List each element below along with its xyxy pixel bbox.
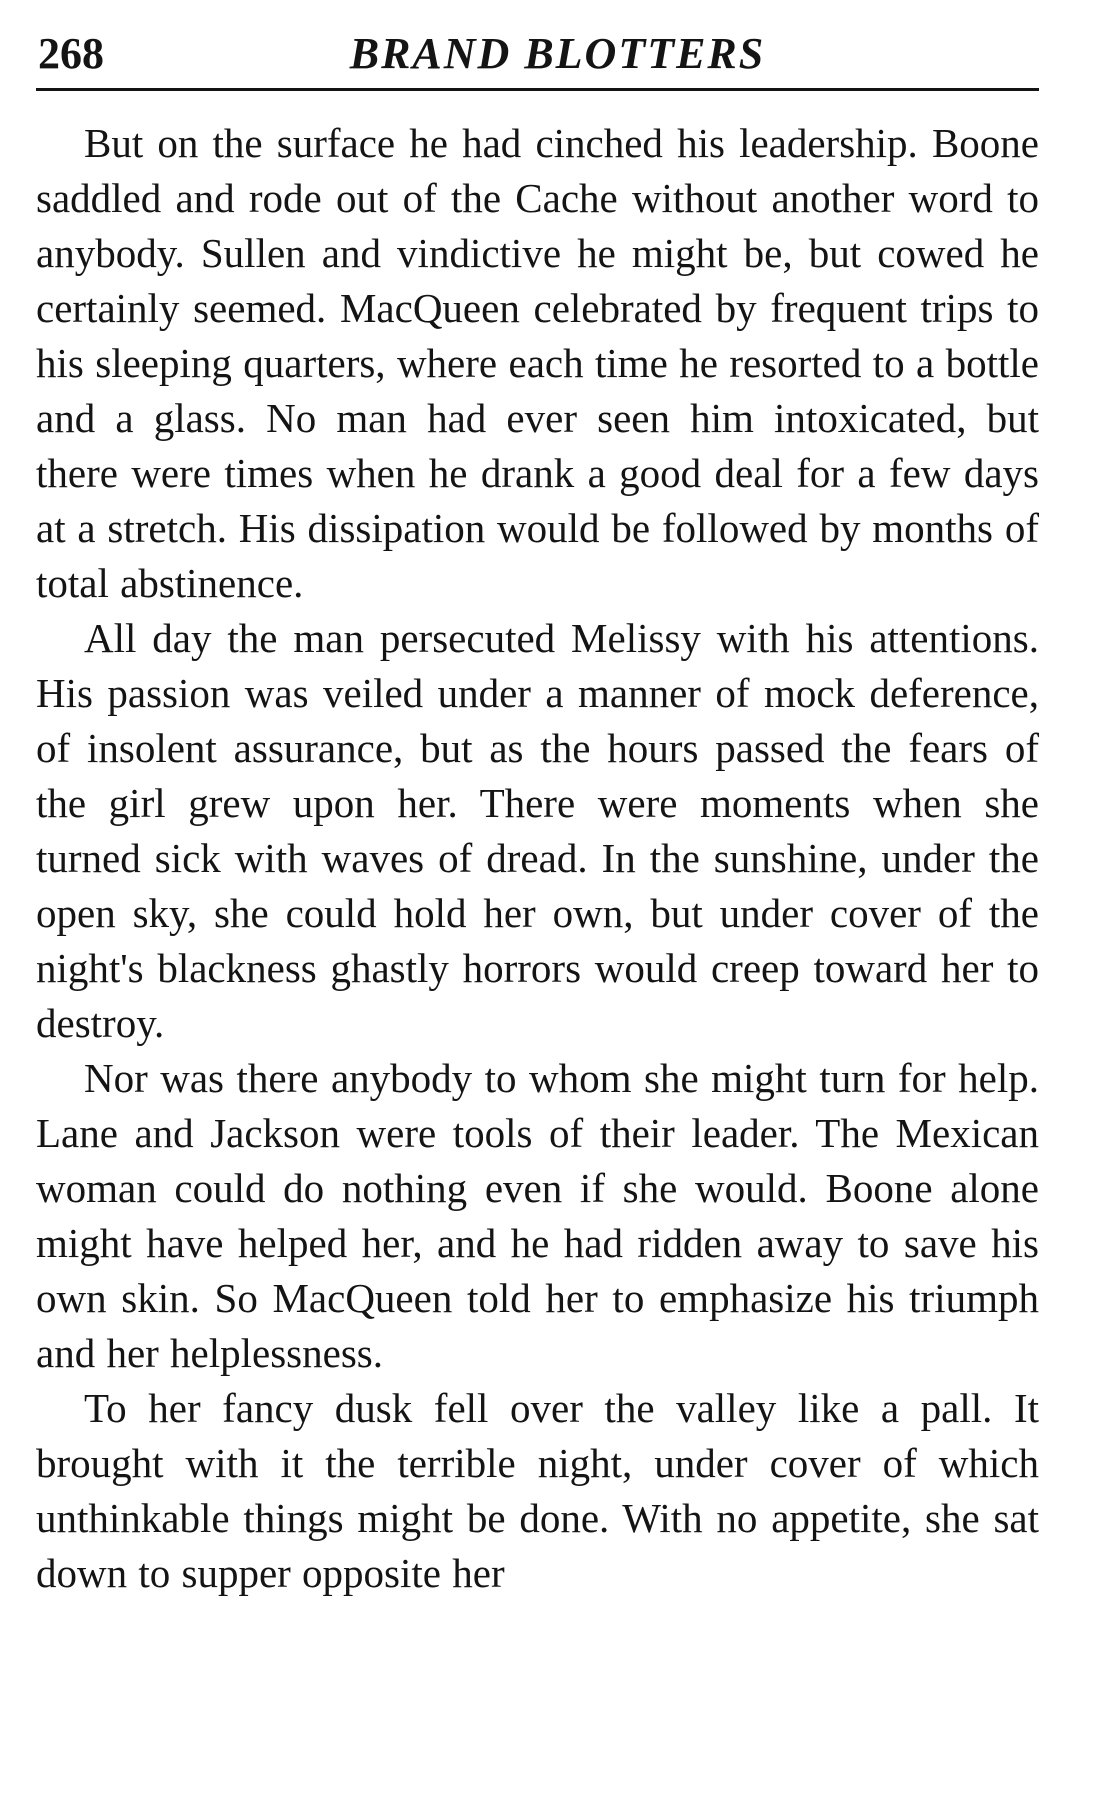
paragraph: Nor was there anybody to whom she might turn for help. Lane and Jackson were tools of their leader. The Mexican woman could do nothing even if she would. Boone alone might have helped her, and he had ridden away to save his own skin. So MacQueen told her to emphasize his triumph and her helplessness.	[36, 1055, 1039, 1376]
paragraph: But on the surface he had cinched his leadership. Boone saddled and rode out of the Cache without another word to anybody. Sullen and vindictive he might be, but cowed he certainly seemed. MacQueen celebrated by frequent trips to his sleeping quarters, where each time he resorted to a bottle and a glass. No man had ever seen him intoxicated, but there were times when he drank a good deal for a few days at a stretch. His dissipation would be followed by months of total abstinence.	[36, 120, 1039, 606]
page-number: 268	[38, 29, 104, 78]
paragraph: To her fancy dusk fell over the valley like a pall. It brought with it the terrible night, under cover of which unthinkable things might be done. With no appetite, she sat down to supper opposite her	[36, 1385, 1039, 1596]
paragraph: All day the man persecuted Melissy with his attentions. His passion was veiled under a manner of mock deference, of insolent assurance, but as the hours passed the fears of the girl grew upon her. There were moments when she turned sick with waves of dread. In the sunshine, under the open sky, she could hold her own, but under cover of the night's blackness ghastly horrors would creep toward her to destroy.	[36, 615, 1039, 1046]
page-header	[36, 24, 1039, 90]
body-text	[36, 116, 1039, 1601]
book-page	[36, 24, 1039, 1596]
header-rule	[36, 88, 1039, 91]
running-title: BRAND BLOTTERS	[349, 29, 766, 78]
